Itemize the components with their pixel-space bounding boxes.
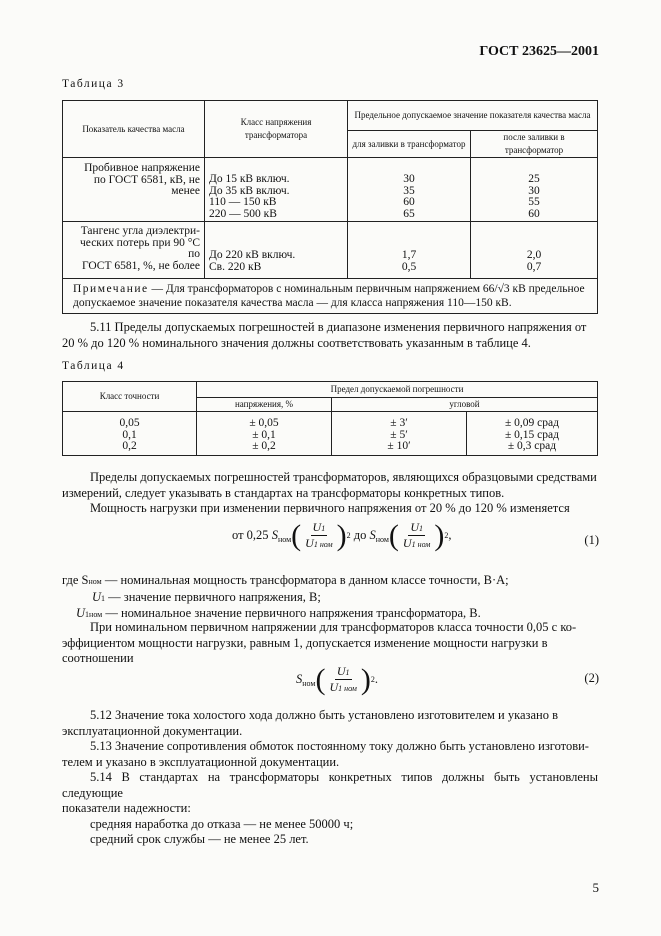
table4-angle-crad: ± 0,09 срад ± 0,15 срад ± 0,3 срад (467, 412, 598, 456)
table3-row1-name: Пробивное напряжение по ГОСТ 6581, кВ, не менее (63, 158, 205, 222)
reliability-item: средний срок службы — не менее 25 лет. (90, 832, 309, 846)
table4 (62, 381, 598, 456)
paragraph-5-14: 5.14 В стандартах на трансформаторы конкретных типов должны быть установлены следующие (62, 770, 598, 800)
table4-col2-header: Предел допускаемой погрешности (197, 382, 598, 398)
table3-row2-after: 2,0 0,7 (471, 222, 598, 279)
table3-col3a-header: для заливки в трансформатор (348, 131, 471, 158)
paragraph-class-005: При номинальном первичном напряжении для трансформаторов класса точности 0,05 с ко- эффициентом мощности нагрузки, равным 1, допускается изменение мощности нагрузки в соотношении (62, 620, 577, 665)
paragraph-limits: Пределы допускаемых погрешностей трансформаторов, являющихся образцовыми средствами измерений, следует указывать в стандартах на трансформаторы конкретных типов. Мощность нагрузки при изменении первичного напряжения от 20 % до 120 % изменяется (62, 470, 597, 515)
table4-caption: Таблица 4 (62, 360, 125, 372)
formula-1-number: (1) (584, 533, 599, 547)
table3-row2-classes: До 220 кВ включ. Св. 220 кВ (205, 222, 348, 279)
table3-row2-name: Тангенс угла диэлектри- ческих потерь при 90 °С по ГОСТ 6581, %, не более (63, 222, 205, 279)
table4-col2b-header: угловой (332, 398, 598, 412)
formula-2: S ном ( $\frac{U1}{\text{U1 ном}}$ ) 2 . (296, 662, 379, 696)
table3-row1-classes: До 15 кВ включ. До 35 кВ включ. 110 — 150 кВ 220 — 500 кВ (205, 158, 348, 222)
table3-col3b-header: после заливки в трансформатор (471, 131, 598, 158)
paragraph-5-13: 5.13 Значение сопротивления обмоток постоянному току должно быть установлено изготови- (90, 739, 589, 753)
table3-row2-before: 1,7 0,5 (348, 222, 471, 279)
page-number: 5 (592, 880, 599, 895)
paragraphs-5-12-to-5-14: 5.12 Значение тока холостого хода должно быть установлено изготовителем и указано в эксплуатационной документации. 5.13 Значение сопротивления обмоток постоянному току должно быть установлено изготови- телем и указано в эксплуатационной документации. 5.14 В стандартах на трансформаторы конкретных типов должны быть установлены следующие показатели надежности: средняя наработка до отказа — не менее 50000 ч; средний срок службы — не менее 25 лет. (62, 708, 598, 846)
table3-caption: Таблица 3 (62, 78, 125, 90)
table4-voltage: ± 0,05 ± 0,1 ± 0,2 (197, 412, 332, 456)
formula-2-number: (2) (584, 671, 599, 685)
paragraph-5-12: 5.12 Значение тока холостого хода должно быть установлено изготовителем и указано в (90, 708, 558, 722)
document-header: ГОСТ 23625—2001 (479, 44, 599, 59)
table3-row1-before: 30 35 60 65 (348, 158, 471, 222)
table3-row1-after: 25 30 55 60 (471, 158, 598, 222)
table4-angle-min: ± 3′ ± 5′ ± 10′ (332, 412, 467, 456)
table4-col2a-header: напряжения, % (197, 398, 332, 412)
table3-col3-header: Предельное допускаемое значение показателя качества масла (348, 101, 598, 131)
table4-classes: 0,05 0,1 0,2 (63, 412, 197, 456)
table3-note: Примечание — Для трансформаторов с номинальным первичным напряжением 66/√3 кВ предельное допускаемое значение показателя качества масла — для класса напряжения 110—150 кВ. (63, 279, 598, 314)
table3 (62, 100, 598, 314)
reliability-item: средняя наработка до отказа — не менее 50000 ч; (90, 816, 354, 831)
table3-col1-header: Показатель качества масла (63, 101, 205, 158)
paragraph-power: Мощность нагрузки при изменении первичного напряжения от 20 % до 120 % изменяется (90, 501, 570, 515)
where-definitions: где Sном — номинальная мощность трансформатора в данном классе точности, В·А; U1 — значение первичного напряжения, В; U1ном — номинальное значение первичного напряжения трансформатора, В. (62, 573, 509, 620)
formula-1: от 0,25 S ном ( $\frac{U1}{\text{U1 ном}}$ ) 2 до S ном ( $\frac{U1}{\text{U1 ном}}$ ) 2 , (232, 518, 452, 552)
table3-col2-header: Класс напряжения трансформатора (205, 101, 348, 158)
paragraph-5-11: 5.11 Пределы допускаемых погрешностей в диапазоне изменения первичного напряжения от 20 % до 120 % номинального значения должны соответствовать указанным в таблице 4. (62, 320, 587, 350)
table4-col1-header: Класс точности (63, 382, 197, 412)
